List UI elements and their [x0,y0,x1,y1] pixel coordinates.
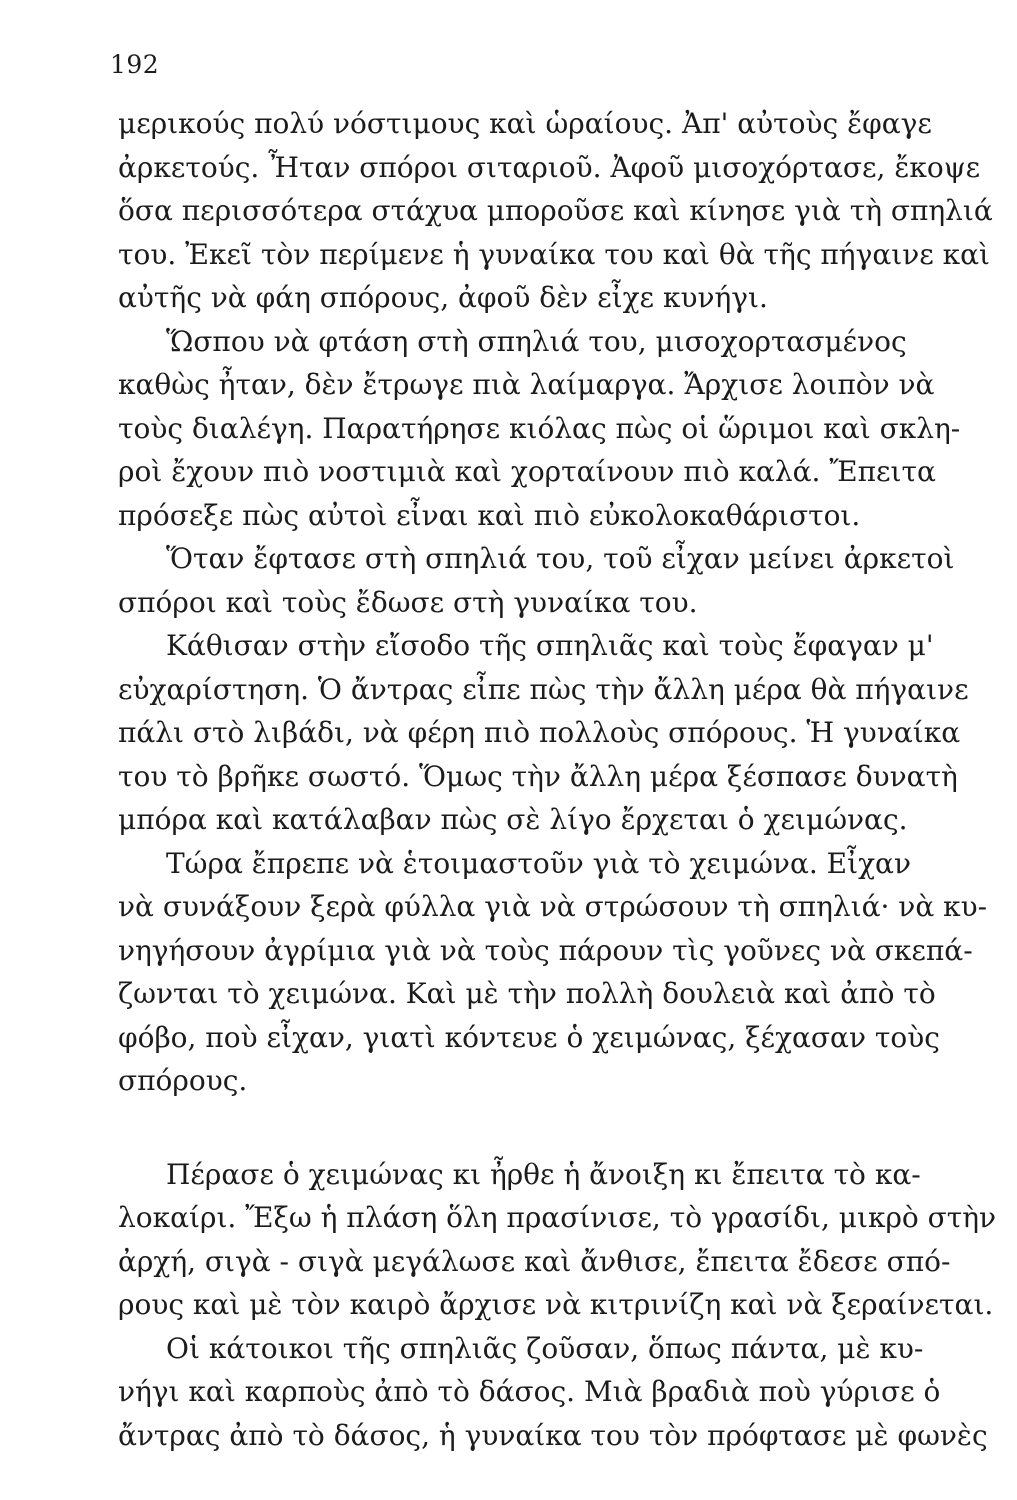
text-line: ἀρχή, σιγὰ - σιγὰ μεγάλωσε καὶ ἄνθισε, ἔπειτα ἔδεσε σπό- [118,1244,951,1278]
text-line: Κάθισαν στὴν εἴσοδο τῆς σπηλιᾶς καὶ τοὺς ἔφαγαν μ' [166,629,934,662]
paragraph [118,102,993,320]
text-line: Τώρα ἔπρεπε νὰ ἑτοιμαστοῦν γιὰ τὸ χειμώνα. Εἶχαν [166,846,911,880]
paragraph [118,624,978,842]
text-line: μπόρα καὶ κατάλαβαν πὼς σὲ λίγο ἔρχεται ὁ χειμώνας. [118,803,908,836]
paragraph [118,842,988,1103]
text-line: μερικούς πολύ νόστιμους καὶ ὡραίους. Ἀπ' αὐτοὺς ἔφαγε [118,107,932,140]
text-line: πρόσεξε πὼς αὐτοὶ εἶναι καὶ πιὸ εὐκολοκαθάριστοι. [118,498,861,532]
text-line: ρους καὶ μὲ τὸν καιρὸ ἄρχισε νὰ κιτρινίζη καὶ νὰ ξεραίνεται. [118,1288,994,1321]
text-line: ζωνται τὸ χειμώνα. Καὶ μὲ τὴν πολλὴ δουλειὰ καὶ ἀπὸ τὸ [118,977,936,1010]
text-line: φόβο, ποὺ εἶχαν, γιατὶ κόντευε ὁ χειμώνας, ξέχασαν τοὺς [118,1020,940,1054]
text-line: Πέρασε ὁ χειμώνας κι ἦρθε ἡ ἄνοιξη κι ἔπειτα τὸ κα- [166,1157,921,1191]
paragraph [118,1153,997,1327]
section-gap [118,1103,978,1153]
text-line: ἀρκετούς. Ἦταν σπόροι σιταριοῦ. Ἀφοῦ μισοχόρτασε, ἔκοψε [118,150,981,184]
text-line: Ὅταν ἔφτασε στὴ σπηλιά του, τοῦ εἶχαν μείνει ἀρκετοὶ [166,542,955,575]
text-line: ἄντρας ἀπὸ τὸ δάσος, ἡ γυναίκα του τὸν πρόφτασε μὲ φωνὲς [118,1418,988,1452]
text-line: αὐτῆς νὰ φάη σπόρους, ἀφοῦ δὲν εἶχε κυνήγι. [118,281,768,314]
text-line: του τὸ βρῆκε σωστό. Ὅμως τὴν ἄλλη μέρα ξέσπασε δυνατὴ [118,759,958,793]
text-line: ροὶ ἔχουν πιὸ νοστιμιὰ καὶ χορταίνουν πιὸ καλά. Ἔπειτα [118,455,936,488]
text-line: καθὼς ἦταν, δὲν ἔτρωγε πιὰ λαίμαργα. Ἄρχισε λοιπὸν νὰ [118,368,935,401]
text-line: λοκαίρι. Ἔξω ἡ πλάση ὅλη πρασίνισε, τὸ γρασίδι, μικρὸ στὴν [118,1201,997,1234]
text-line: σπόρους. [118,1064,248,1097]
text-line: νὰ συνάξουν ξερὰ φύλλα γιὰ νὰ στρώσουν τὴ σπηλιά· νὰ κυ- [118,890,988,923]
paragraph [118,537,978,624]
text-line: εὐχαρίστηση. Ὁ ἄντρας εἶπε πὼς τὴν ἄλλη μέρα θὰ πήγαινε [118,672,969,706]
text-line: του. Ἐκεῖ τὸν περίμενε ἡ γυναίκα του καὶ θὰ τῆς πήγαινε καὶ [118,237,991,271]
page-number: 192 [110,50,160,79]
text-line: Οἱ κάτοικοι τῆς σπηλιᾶς ζοῦσαν, ὅπως πάντα, μὲ κυ- [166,1331,924,1365]
text-line: πάλι στὸ λιβάδι, νὰ φέρη πιὸ πολλοὺς σπόρους. Ἡ γυναίκα [118,716,961,749]
paragraph [118,320,978,538]
text-line: νήγι καὶ καρποὺς ἀπὸ τὸ δάσος. Μιὰ βραδιὰ ποὺ γύρισε ὁ [118,1375,941,1408]
text-line: σπόροι καὶ τοὺς ἔδωσε στὴ γυναίκα του. [118,585,698,619]
text-line: τοὺς διαλέγη. Παρατήρησε κιόλας πὼς οἱ ὥριμοι καὶ σκλη- [118,411,961,445]
text-line: ὅσα περισσότερα στάχυα μποροῦσε καὶ κίνησε γιὰ τὴ σπηλιά [118,194,993,227]
body-text [118,102,997,1457]
paragraph [118,1327,988,1458]
text-line: νηγήσουν ἀγρίμια γιὰ νὰ τοὺς πάρουν τὶς γοῦνες νὰ σκεπά- [118,933,973,967]
text-line: Ὥσπου νὰ φτάση στὴ σπηλιά του, μισοχορτασμένος [166,324,907,358]
